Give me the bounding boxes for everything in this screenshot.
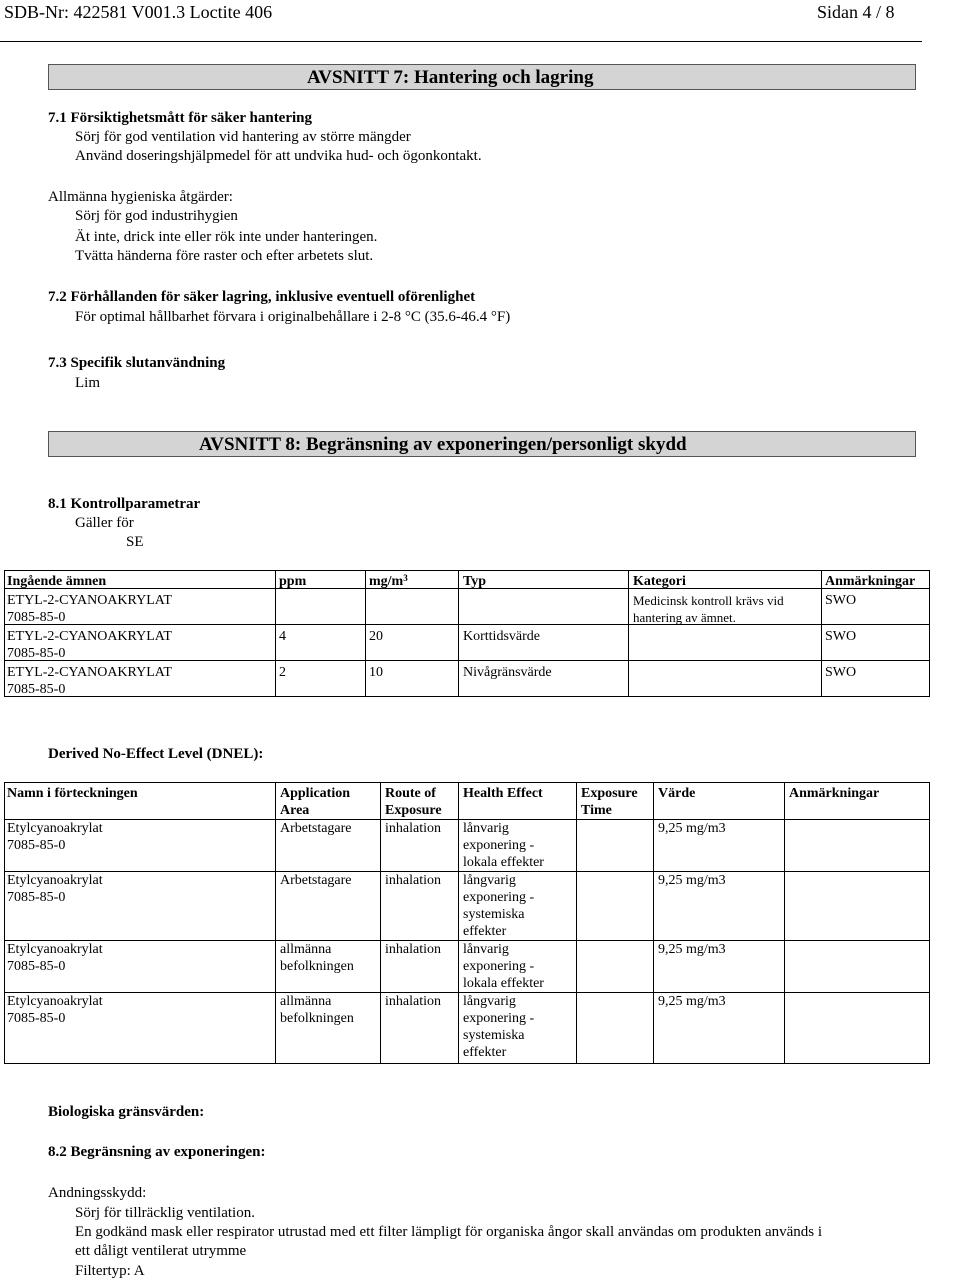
dnel-row-health: effekter [463, 924, 507, 939]
resp-line: En godkänd mask eller respirator utrustad med ett filter lämpligt för organiska ångor skall användas om produkten används i [75, 1224, 823, 1240]
dnel-row-application: allmänna [280, 994, 332, 1009]
document-id: SDB-Nr: 422581 V001.3 Loctite 406 [4, 2, 273, 22]
hygiene-line: Sörj för god industrihygien [75, 208, 238, 224]
s73-text: Lim [75, 375, 100, 391]
table-row-type: Nivågränsvärde [463, 665, 552, 680]
resp-heading: Andningsskydd: [48, 1185, 147, 1201]
applies-value: SE [126, 534, 144, 550]
page-number: Sidan 4 / 8 [817, 2, 895, 22]
dnel-row-name: Etylcyanoakrylat [7, 873, 103, 888]
table-row-type: Korttidsvärde [463, 629, 540, 644]
s82-heading: 8.2 Begränsning av exponeringen: [48, 1144, 266, 1160]
dnel-row-health: lokala effekter [463, 855, 544, 870]
dnel-header-value: Värde [658, 786, 696, 801]
dnel-row-health: effekter [463, 1045, 507, 1060]
col-header-remarks: Anmärkningar [825, 574, 916, 589]
s81-heading: 8.1 Kontrollparametrar [48, 496, 201, 512]
section-8-banner [48, 431, 916, 457]
dnel-row-health: systemiska [463, 907, 525, 922]
bio-heading: Biologiska gränsvärden: [48, 1104, 205, 1120]
section-8-title: AVSNITT 8: Begränsning av exponeringen/personligt skydd [199, 434, 687, 455]
header-rule [0, 41, 922, 42]
dnel-row-application: befolkningen [280, 959, 354, 974]
dnel-row-value: 9,25 mg/m3 [658, 942, 726, 957]
dnel-row-health: exponering - [463, 1011, 535, 1026]
dnel-row-health: exponering - [463, 959, 535, 974]
table-row-remarks: SWO [825, 629, 857, 644]
section-7-banner [48, 64, 916, 90]
dnel-row-health: lånvarig [463, 821, 509, 836]
table-row-substance: ETYL-2-CYANOAKRYLAT [7, 629, 172, 644]
table-row-cas: 7085-85-0 [7, 646, 66, 661]
dnel-row-route: inhalation [385, 942, 441, 957]
applies-label: Gäller för [75, 515, 134, 531]
dnel-header-application: Area [280, 803, 310, 818]
dnel-row-application: allmänna [280, 942, 332, 957]
s72-heading: 7.2 Förhållanden för säker lagring, inklusive eventuell oförenlighet [48, 289, 476, 305]
s71-line: Använd doseringshjälpmedel för att undvika hud- och ögonkontakt. [75, 148, 482, 164]
dnel-row-cas: 7085-85-0 [7, 1011, 66, 1026]
table-row-category: Medicinsk kontroll krävs vid [633, 593, 784, 608]
col-header-ppm: ppm [279, 574, 307, 589]
dnel-row-cas: 7085-85-0 [7, 959, 66, 974]
table-row-substance: ETYL-2-CYANOAKRYLAT [7, 665, 172, 680]
dnel-row-health: exponering - [463, 838, 535, 853]
table-row-mgm3: 10 [369, 665, 383, 680]
dnel-header-route: Exposure [385, 803, 442, 818]
dnel-row-cas: 7085-85-0 [7, 838, 66, 853]
s73-heading: 7.3 Specifik slutanvändning [48, 355, 226, 371]
dnel-header-name: Namn i förteckningen [7, 786, 138, 801]
col-header-category: Kategori [633, 574, 686, 589]
col-header-type: Typ [463, 574, 487, 589]
dnel-row-health: långvarig [463, 873, 516, 888]
dnel-header-health: Health Effect [463, 786, 543, 801]
col-header-mgm3: $mg/m^3$ [369, 573, 408, 589]
table-row-substance: ETYL-2-CYANOAKRYLAT [7, 593, 172, 608]
s71-line: Sörj för god ventilation vid hantering av större mängder [75, 129, 411, 145]
table-row-cas: 7085-85-0 [7, 610, 66, 625]
dnel-header-exposure-time: Exposure [581, 786, 638, 801]
dnel-row-health: långvarig [463, 994, 516, 1009]
table-row-remarks: SWO [825, 665, 857, 680]
dnel-row-value: 9,25 mg/m3 [658, 873, 726, 888]
hygiene-line: Tvätta händerna före raster och efter arbetets slut. [75, 248, 374, 264]
s71-heading: 7.1 Försiktighetsmått för säker hantering [48, 110, 313, 126]
dnel-header-exposure-time: Time [581, 803, 612, 818]
s72-text: För optimal hållbarhet förvara i originalbehållare i 2-8 °C (35.6-46.4 °F) [75, 309, 511, 325]
section-7-title: AVSNITT 7: Hantering och lagring [307, 67, 594, 88]
table-row-ppm: 2 [279, 665, 286, 680]
dnel-row-route: inhalation [385, 821, 441, 836]
table-row-cas: 7085-85-0 [7, 682, 66, 697]
dnel-row-application: Arbetstagare [280, 873, 352, 888]
dnel-row-route: inhalation [385, 994, 441, 1009]
dnel-header-route: Route of [385, 786, 436, 801]
table-row-mgm3: 20 [369, 629, 383, 644]
dnel-header-remarks: Anmärkningar [789, 786, 880, 801]
resp-line: Filtertyp: A [75, 1263, 145, 1279]
resp-line: Sörj för tillräcklig ventilation. [75, 1205, 255, 1221]
dnel-row-health: systemiska [463, 1028, 525, 1043]
dnel-row-application: befolkningen [280, 1011, 354, 1026]
dnel-row-name: Etylcyanoakrylat [7, 994, 103, 1009]
dnel-row-health: lokala effekter [463, 976, 544, 991]
col-header-substance: Ingående ämnen [7, 574, 107, 589]
dnel-heading: Derived No-Effect Level (DNEL): [48, 746, 264, 762]
hygiene-line: Ät inte, drick inte eller rök inte under hanteringen. [75, 229, 378, 245]
dnel-row-health: exponering - [463, 890, 535, 905]
dnel-row-name: Etylcyanoakrylat [7, 821, 103, 836]
table-row-category: hantering av ämnet. [633, 610, 736, 625]
resp-line: ett dåligt ventilerat utrymme [75, 1243, 247, 1259]
dnel-row-name: Etylcyanoakrylat [7, 942, 103, 957]
dnel-row-value: 9,25 mg/m3 [658, 821, 726, 836]
dnel-row-application: Arbetstagare [280, 821, 352, 836]
table-row-remarks: SWO [825, 593, 857, 608]
hygiene-heading: Allmänna hygieniska åtgärder: [48, 189, 233, 205]
dnel-row-route: inhalation [385, 873, 441, 888]
dnel-row-health: lånvarig [463, 942, 509, 957]
dnel-row-cas: 7085-85-0 [7, 890, 66, 905]
dnel-header-application: Application [280, 786, 351, 801]
table-row-ppm: 4 [279, 629, 286, 644]
dnel-row-value: 9,25 mg/m3 [658, 994, 726, 1009]
